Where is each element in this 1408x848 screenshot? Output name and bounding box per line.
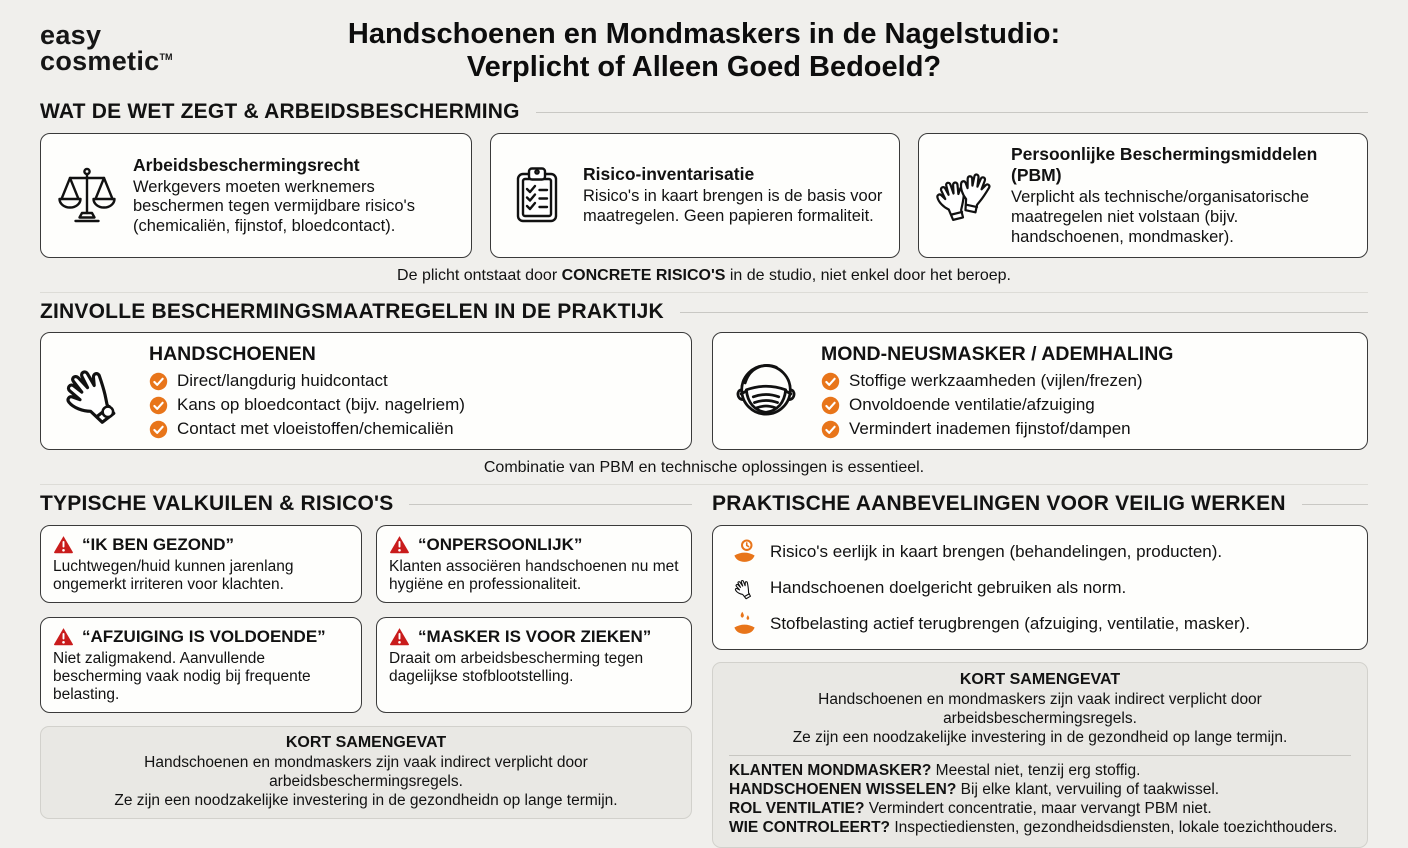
bullet-text: Direct/langdurig huidcontact [177,371,388,391]
summary-divider [729,755,1351,756]
check-circle-icon [821,420,840,439]
pitfall-body: Luchtwegen/huid kunnen jarenlang ongemerkt irriteren voor klachten. [53,558,294,594]
summary-line2: Ze zijn een noodzakelijke investering in de gezondheidn op lange termijn. [114,792,618,810]
card-handschoenen [40,332,692,450]
summary-line1: Handschoenen en mondmaskers zijn vaak indirect verplicht door arbeidsbeschermingsregels. [818,691,1262,728]
right-summary-box [712,662,1368,847]
recommendations-card [712,525,1368,650]
section-measures-title: ZINVOLLE BESCHERMINGSMAATREGELEN IN DE PRAKTIJK [40,300,664,324]
glove-bullet [149,371,465,391]
section-pitfalls-header [40,492,692,516]
pitfall-body: Draait om arbeidsbescherming tegen dagelijkse stofblootstelling. [389,650,644,686]
card-pbm [918,133,1368,258]
check-circle-icon [149,396,168,415]
pitfall-title: “ONPERSOONLIJK” [418,534,583,554]
trademark-symbol: TM [159,52,173,63]
header-rule [409,504,692,505]
check-circle-icon [149,372,168,391]
section-law-title: WAT DE WET ZEGT & ARBEIDSBESCHERMING [40,100,520,123]
summary-title: KORT SAMENGEVAT [959,671,1121,689]
divider [40,292,1368,293]
card-text [583,164,885,227]
card-text [149,343,465,439]
title-line2: Verplicht of Alleen Goed Bedoeld? [466,51,942,84]
warning-icon [53,626,74,647]
pitfall-title-row [389,534,679,555]
recommendation-text: Handschoenen doelgericht gebruiken als norm. [770,577,1127,597]
clipboard-checklist-icon [505,160,569,232]
pitfall-title-row [53,626,349,647]
bullet-text: Contact met vloeistoffen/chemicaliën [177,419,454,439]
pitfall-card-gezond [40,525,362,603]
qa-line: WIE CONTROLEERT? Inspectiediensten, gezondheidsdiensten, lokale toezichthouders. [729,818,1338,836]
check-circle-icon [821,396,840,415]
ppe-cards-row [40,332,1368,450]
check-circle-icon [149,420,168,439]
card-title: HANDSCHOENEN [149,343,316,366]
card-arbeidsbeschermingsrecht [40,133,472,258]
section-measures-header [40,300,1368,324]
pitfall-cards-grid [40,525,692,713]
pitfall-card-masker [376,617,692,713]
bullet-text: Kans op bloedcontact (bijv. nagelriem) [177,395,465,415]
check-circle-icon [821,372,840,391]
left-summary-box [40,726,692,819]
recommendation-text: Risico's eerlijk in kaart brengen (behandelingen, producten). [770,541,1223,561]
section-recommendations-header [712,492,1368,516]
summary-line1: Handschoenen en mondmaskers zijn vaak indirect verplicht door arbeidsbeschermingsregels. [144,754,588,791]
header-rule [1302,504,1368,505]
warning-icon [389,626,410,647]
bottom-columns [40,492,1368,847]
mask-bullet [821,371,1173,391]
card-mondmasker [712,332,1368,450]
pitfall-title: “AFZUIGING IS VOLDOENDE” [82,626,326,646]
mask-bullet [821,419,1173,439]
recommendation-row [731,538,1349,565]
hand-drops-icon [731,610,758,637]
logo-line2: cosmetic™ [40,46,173,77]
qa-line: HANDSCHOENEN WISSELEN? Bij elke klant, vervuiling of taakwissel. [729,781,1220,799]
card-body: Verplicht als technische/organisatorische maatregelen niet volstaan (bijv. handschoenen, mondmasker). [1011,188,1310,246]
law-note: De plicht ontstaat door CONCRETE RISICO'S in de studio, niet enkel door het beroep. [397,267,1011,285]
glove-bullet [149,419,465,439]
pitfall-card-onpersoonlijk [376,525,692,603]
card-title: MOND-NEUSMASKER / ADEMHALING [821,343,1174,366]
bullet-text: Vermindert inademen fijnstof/dampen [849,419,1131,439]
glove-icon [57,349,131,433]
divider [40,484,1368,485]
recommendation-row [731,610,1349,637]
measures-note: Combinatie van PBM en technische oplossingen is essentieel. [483,459,925,477]
pitfall-body: Klanten associëren handschoenen nu met hygiëne en professionaliteit. [389,558,679,594]
section-law-header [40,100,1368,124]
summary-title: KORT SAMENGEVAT [285,734,447,752]
easycosmetic-logo [40,22,172,75]
section-pitfalls-title: TYPISCHE VALKUILEN & RISICO'S [40,492,394,516]
card-body: Werkgevers moeten werknemers beschermen tegen vermijdbare risico's (chemicaliën, fijnstof, bloedcontact). [133,177,415,236]
recommendation-row [731,574,1349,601]
pitfall-title-row [53,534,349,555]
pitfall-title: “MASKER IS VOOR ZIEKEN” [418,626,652,646]
glove-icon [731,574,758,601]
law-cards-row [40,133,1368,258]
qa-line: ROL VENTILATIE? Vermindert concentratie, maar vervangt PBM niet. [729,799,1212,817]
mask-bullet [821,395,1173,415]
card-text [1011,144,1353,247]
qa-line: KLANTEN MONDMASKER? Meestal niet, tenzij erg stoffig. [729,762,1141,780]
header-rule [680,312,1368,313]
pitfalls-column [40,492,692,847]
bullet-text: Stoffige werkzaamheden (vijlen/frezen) [849,371,1143,391]
card-text [821,343,1173,439]
summary-line2: Ze zijn een noodzakelijke investering in de gezondheid op lange termijn. [792,729,1288,747]
header [40,12,1368,100]
card-title: Persoonlijke Beschermingsmiddelen (PBM) [1011,144,1318,185]
card-text [133,155,457,237]
pitfall-title-row [389,626,679,647]
warning-icon [389,534,410,555]
section-recommendations-title: PRAKTISCHE AANBEVELINGEN VOOR VEILIG WERKEN [712,492,1286,516]
card-body: Risico's in kaart brengen is de basis voor maatregelen. Geen papieren formaliteit. [583,187,883,226]
gloves-pair-icon [933,160,997,232]
pitfall-card-afzuiging [40,617,362,713]
header-rule [536,112,1368,113]
hand-clock-icon [731,538,758,565]
logo-line1: easy [40,20,102,50]
scales-icon [55,160,119,232]
note-bold: CONCRETE RISICO'S [561,267,726,285]
glove-bullet [149,395,465,415]
card-risico-inventarisatie [490,133,900,258]
recommendation-text: Stofbelasting actief terugbrengen (afzuiging, ventilatie, masker). [770,613,1251,633]
title-line1: Handschoenen en Mondmaskers in de Nagelstudio: [347,18,1061,50]
card-title: Risico-inventarisatie [583,164,755,185]
recommendations-column [712,492,1368,847]
pitfall-title: “IK BEN GEZOND” [82,534,235,554]
page-title [254,18,1154,84]
card-title: Arbeidsbeschermingsrecht [133,154,360,175]
pitfall-body: Niet zaligmakend. Aanvullende bescherming vaak nodig bij frequente belasting. [53,650,311,704]
face-mask-icon [729,349,803,433]
bullet-text: Onvoldoende ventilatie/afzuiging [849,395,1095,415]
warning-icon [53,534,74,555]
